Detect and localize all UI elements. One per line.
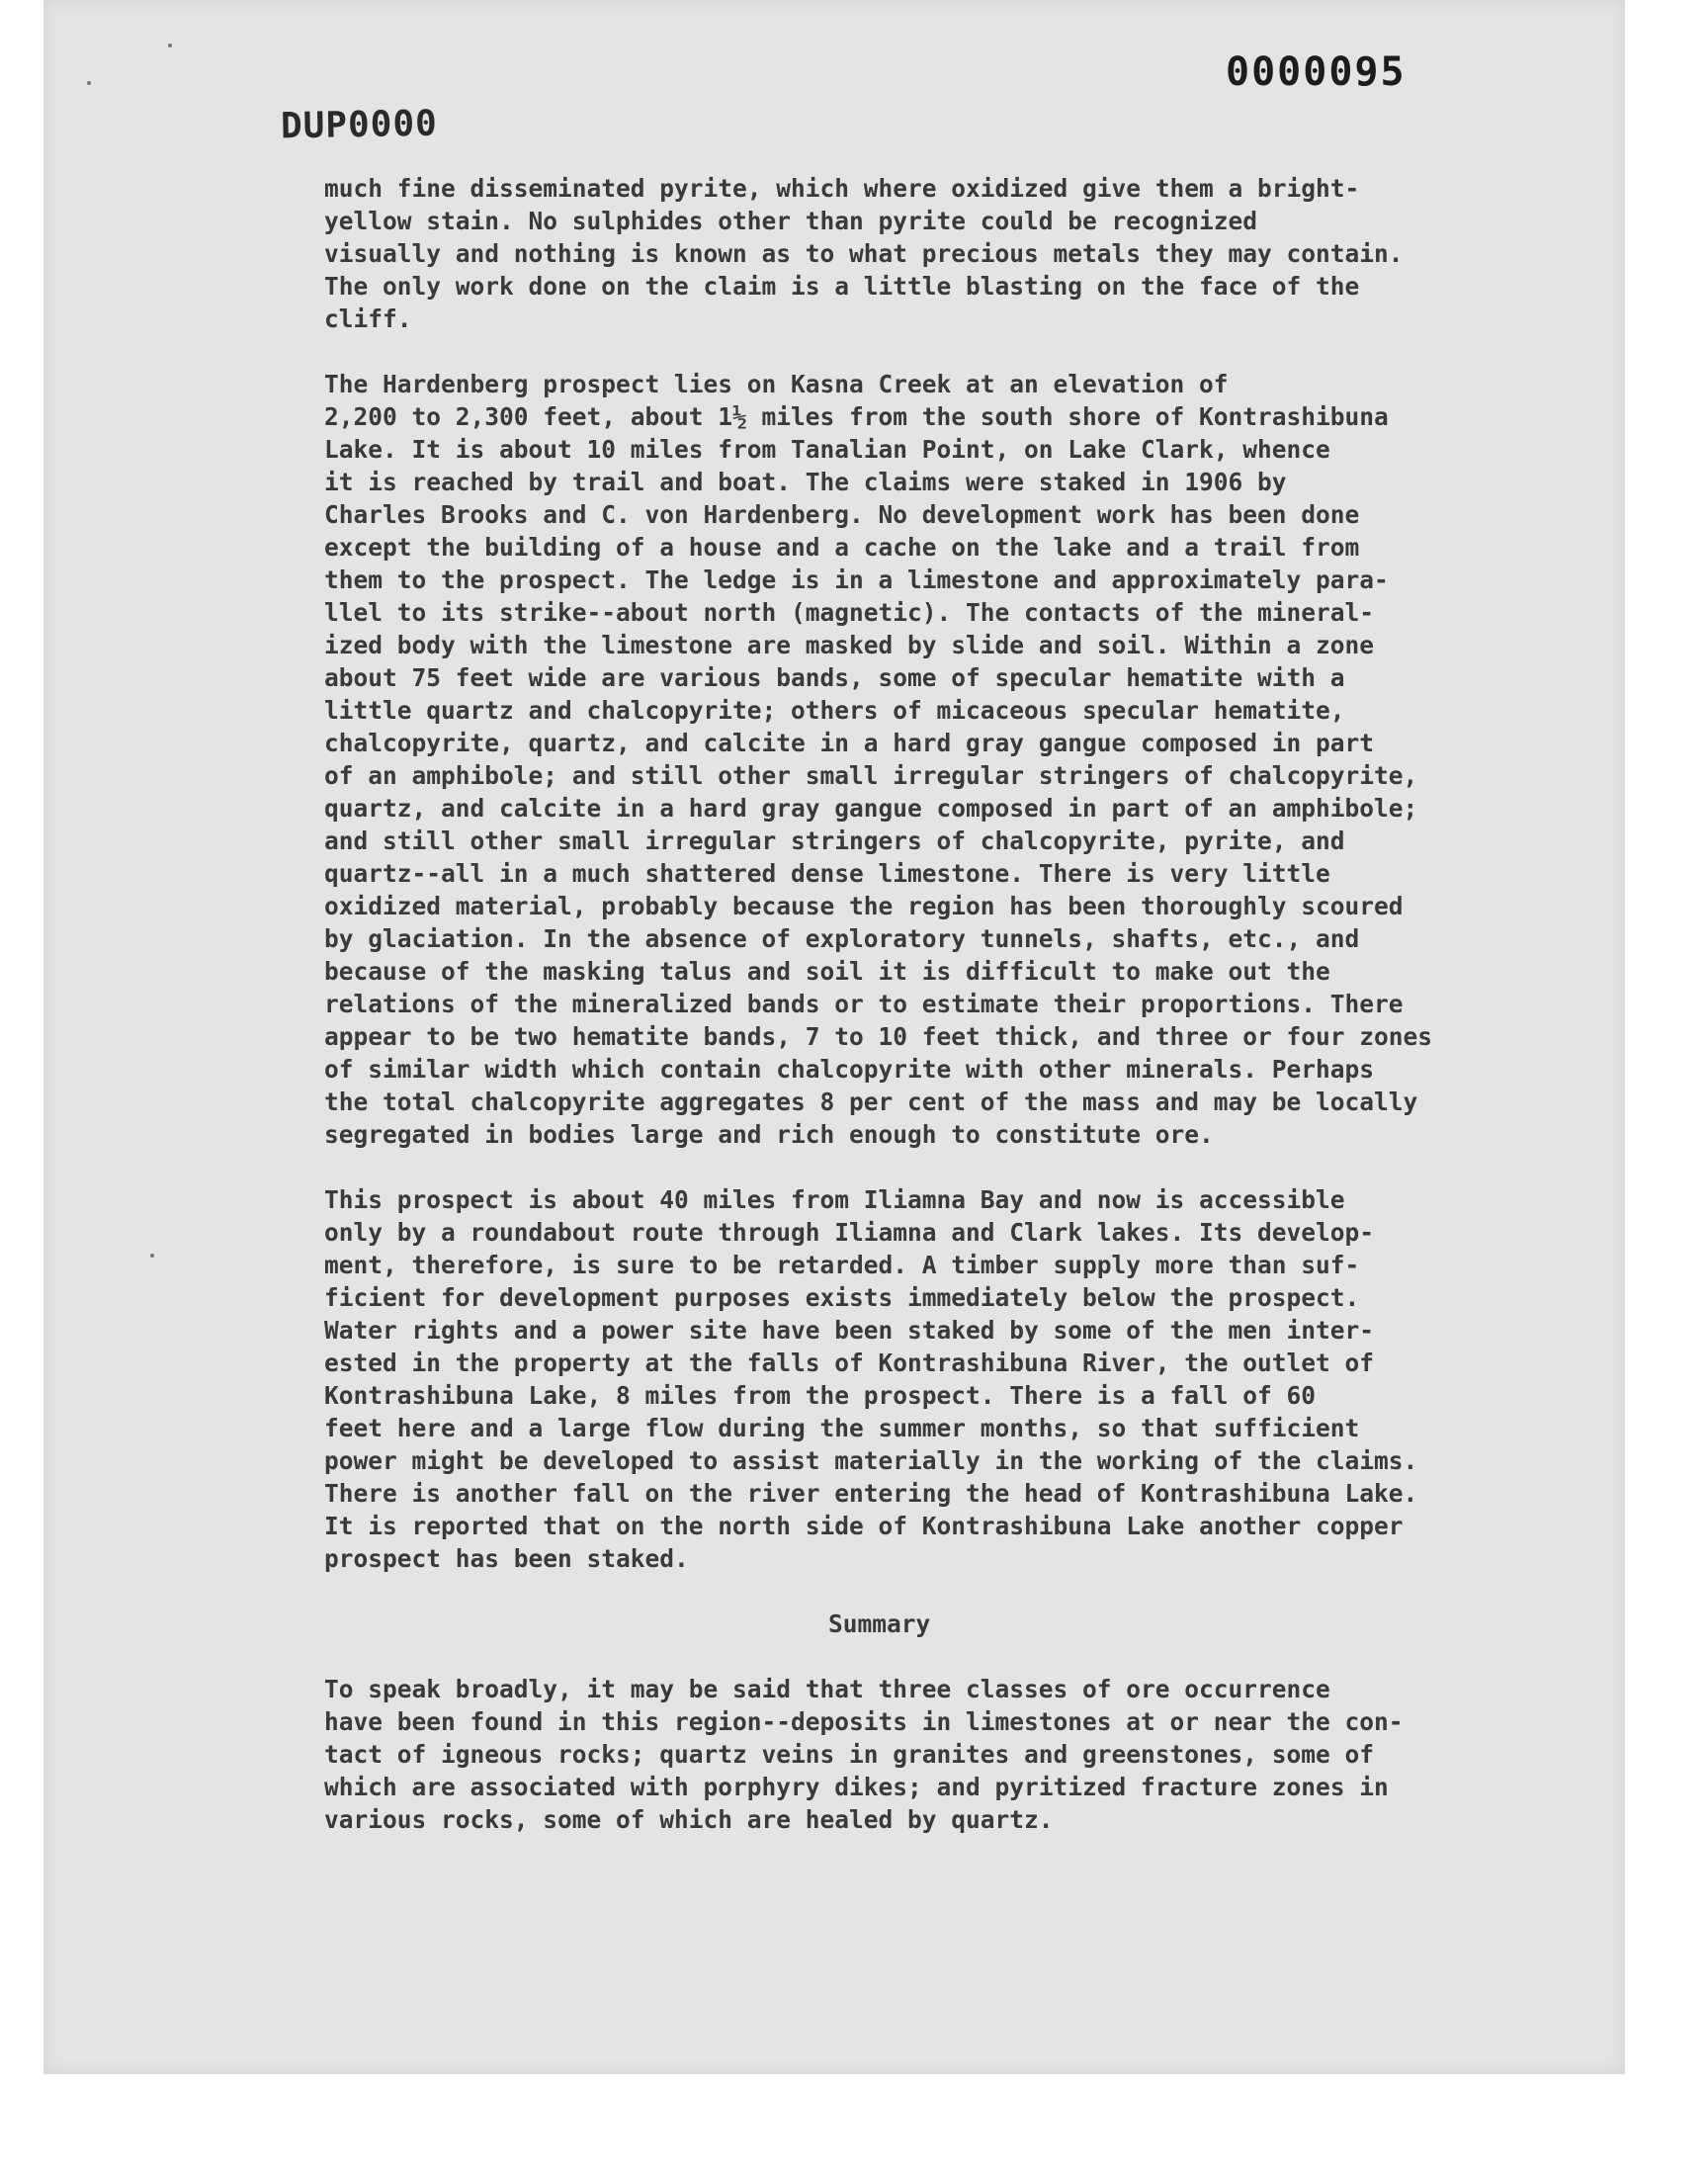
scan-speck: [87, 81, 91, 85]
scan-speck: [150, 1254, 154, 1258]
paragraph-hardenberg-prospect: The Hardenberg prospect lies on Kasna Creek at an elevation of 2,200 to 2,300 feet, about 1½ miles from the south shore of Kontrashibuna Lake. It is about 10 miles from Tanalian Point, on Lake Clark, whence it is reached by trail and boat. The claims were staked in 1906 by Charles Brooks and C. von Hardenberg. No development work has been done except the building of a house and a cache on the lake and a trail from them to the prospect. The ledge is in a limestone and approximately para- llel to its strike--about north (magnetic). The contacts of the mineral- ized body with the limestone are masked by slide and soil. Within a zone about 75 feet wide are various bands, some of specular hematite with a little quartz and chalcopyrite; others of micaceous specular hematite, chalcopyrite, quartz, and calcite in a hard gray gangue composed in part of an amphibole; and still other small irregular stringers of chalcopyrite, quartz, and calcite in a hard gray gangue composed in part of an amphibole; and still other small irregular stringers of chalcopyrite, pyrite, and quartz--all in a much shattered dense limestone. There is very little oxidized material, probably because the region has been thoroughly scoured by glaciation. In the absence of exploratory tunnels, shafts, etc., and because of the masking talus and soil it is difficult to make out the relations of the mineralized bands or to estimate their proportions. There appear to be two hematite bands, 7 to 10 feet thick, and three or four zones of similar width which contain chalcopyrite with other minerals. Perhaps the total chalcopyrite aggregates 8 per cent of the mass and may be locally segregated in bodies large and rich enough to constitute ore.: [324, 370, 1433, 1149]
paragraph-accessibility: This prospect is about 40 miles from Iliamna Bay and now is accessible only by a roundabout route through Iliamna and Clark lakes. Its develop- ment, therefore, is sure to be retarded. A timber supply more than suf- ficient for development purposes exists immediately below the prospect. Water rights and a power site have been staked by some of the men inter- ested in the property at the falls of Kontrashibuna River, the outlet of Kontrashibuna Lake, 8 miles from the prospect. There is a fall of 60 feet here and a large flow during the summer months, so that sufficient power might be developed to assist materially in the working of the claims. There is another fall on the river entering the head of Kontrashibuna Lake. It is reported that on the north side of Kontrashibuna Lake another copper prospect has been staked.: [324, 1185, 1418, 1573]
paragraph-summary: To speak broadly, it may be said that three classes of ore occurrence have been found in this region--deposits in limestones at or near the con- tact of igneous rocks; quartz veins in granites and greenstones, some of which are associated with porphyry dikes; and pyritized fracture zones in various rocks, some of which are healed by quartz.: [324, 1675, 1404, 1834]
document-page: [43, 0, 1625, 2074]
document-body: [324, 172, 1599, 1869]
page-number: 0000095: [1226, 49, 1407, 95]
archive-stamp: DUP0000: [280, 103, 439, 147]
summary-heading: Summary: [828, 1610, 931, 1638]
scan-speck: [168, 44, 172, 47]
paragraph-continuation: much fine disseminated pyrite, which where oxidized give them a bright- yellow stain. No sulphides other than pyrite could be recognized visually and nothing is known as to what precious metals they may contain. The only work done on the claim is a little blasting on the face of the cliff.: [324, 174, 1404, 333]
